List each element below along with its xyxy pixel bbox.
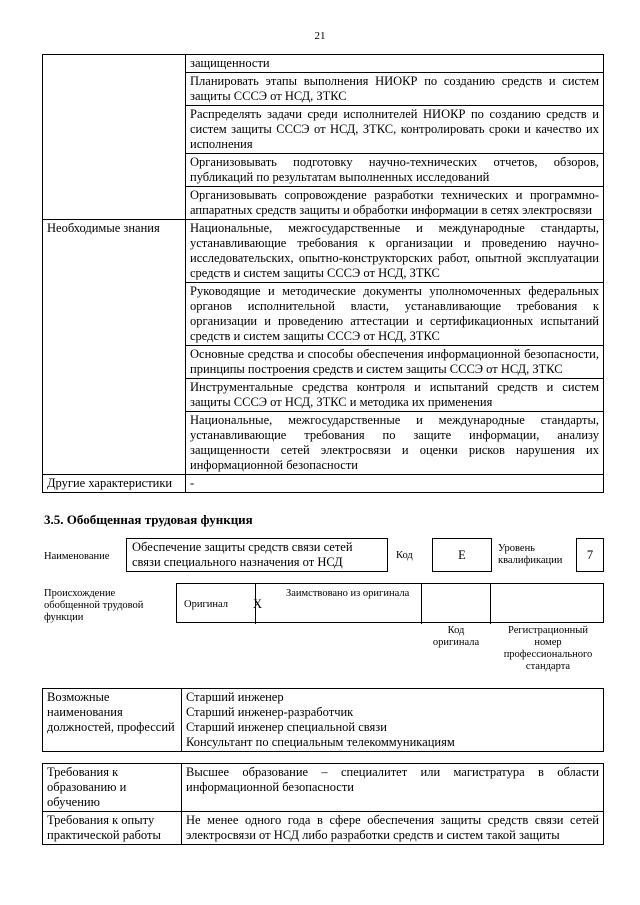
code-value-box: E <box>432 538 492 572</box>
positions-table <box>42 688 604 752</box>
code-label: Код <box>396 550 413 561</box>
original-mark: X <box>253 597 263 611</box>
skills-knowledge-table <box>42 54 604 493</box>
table-cell: Инструментальные средства контроля и испытаний средств и систем защиты СССЭ от НСД, ЗТКС и методика их применения <box>186 379 604 412</box>
table-cell: Планировать этапы выполнения НИОКР по созданию средств и систем защиты СССЭ от НСД, ЗТКС <box>186 73 604 106</box>
table-cell: Национальные, межгосударственные и международные стандарты, устанавливающие требования по защите информации, анализу защищенности сетей электросвязи и оценки рисков нарушения их информационной безопасности <box>186 412 604 475</box>
table-row <box>43 475 604 493</box>
other-label: Другие характеристики <box>43 475 186 493</box>
knowledge-label: Необходимые знания <box>43 220 186 475</box>
reg-number-caption: Регистрационный номер профессионального стандарта <box>503 625 593 672</box>
table-row <box>43 220 604 283</box>
original-label: Оригинал <box>184 599 228 610</box>
borrowed-label: Заимствовано из оригинала <box>286 588 410 599</box>
table-cell: Национальные, межгосударственные и международные стандарты, устанавливающие требования к организации и проведению научно-исследовательских, опытно-конструкторских работ, опытной эксплуатации средств и систем защиты СССЭ от НСД, ЗТКС <box>186 220 604 283</box>
level-value-box: 7 <box>576 538 604 572</box>
experience-value: Не менее одного года в сфере обеспечения защиты средств связи сетей электросвязи от НСД либо разработки средств и систем такой защиты <box>182 812 604 845</box>
education-label: Требования к образованию и обучению <box>43 764 182 812</box>
table-cell: защищенности <box>186 55 604 73</box>
list-item: Консультант по специальным телекоммуникациям <box>186 735 455 749</box>
list-item: Старший инженер <box>186 690 284 704</box>
positions-label: Возможные наименования должностей, профессий <box>43 689 182 752</box>
table-label-cell <box>43 55 186 220</box>
table-row <box>43 689 604 752</box>
level-label: Уровень квалификации <box>498 543 563 566</box>
list-item: Старший инженер-разработчик <box>186 705 354 719</box>
code-original-caption: Код оригинала <box>432 625 480 648</box>
name-label: Наименование <box>44 551 110 562</box>
requirements-table <box>42 763 604 845</box>
page-number: 21 <box>314 30 326 42</box>
list-item: Старший инженер специальной связи <box>186 720 387 734</box>
table-cell: Распределять задачи среди исполнителей НИОКР по созданию средств и систем защиты СССЭ от НСД, ЗТКС, контролировать сроки и качество их исполнения <box>186 106 604 154</box>
experience-label: Требования к опыту практической работы <box>43 812 182 845</box>
table-row <box>43 812 604 845</box>
table-cell: Организовывать подготовку научно-технических отчетов, обзоров, публикаций по результатам выполненных исследований <box>186 154 604 187</box>
table-cell: Руководящие и методические документы уполномоченных федеральных органов исполнительной власти, устанавливающие требования к организации и проведению аттестации и сертификационных испытаний средств и систем защиты СССЭ от НСД, ЗТКС <box>186 283 604 346</box>
origin-label: Происхождение обобщенной трудовой функции <box>44 588 144 623</box>
table-row <box>43 55 604 73</box>
positions-cell <box>182 689 604 752</box>
section-title: 3.5. Обобщенная трудовая функция <box>44 512 253 527</box>
other-value: - <box>186 475 604 493</box>
table-cell: Организовывать сопровождение разработки технических и программно-аппаратных средств защиты и обработки информации в сетях электросвязи <box>186 187 604 220</box>
table-row <box>43 764 604 812</box>
education-value: Высшее образование – специалитет или магистратура в области информационной безопасности <box>182 764 604 812</box>
table-cell: Основные средства и способы обеспечения информационной безопасности, принципы построения средств и систем защиты СССЭ от НСД, ЗТКС <box>186 346 604 379</box>
name-value-box: Обеспечение защиты средств связи сетей связи специального назначения от НСД <box>126 538 388 572</box>
